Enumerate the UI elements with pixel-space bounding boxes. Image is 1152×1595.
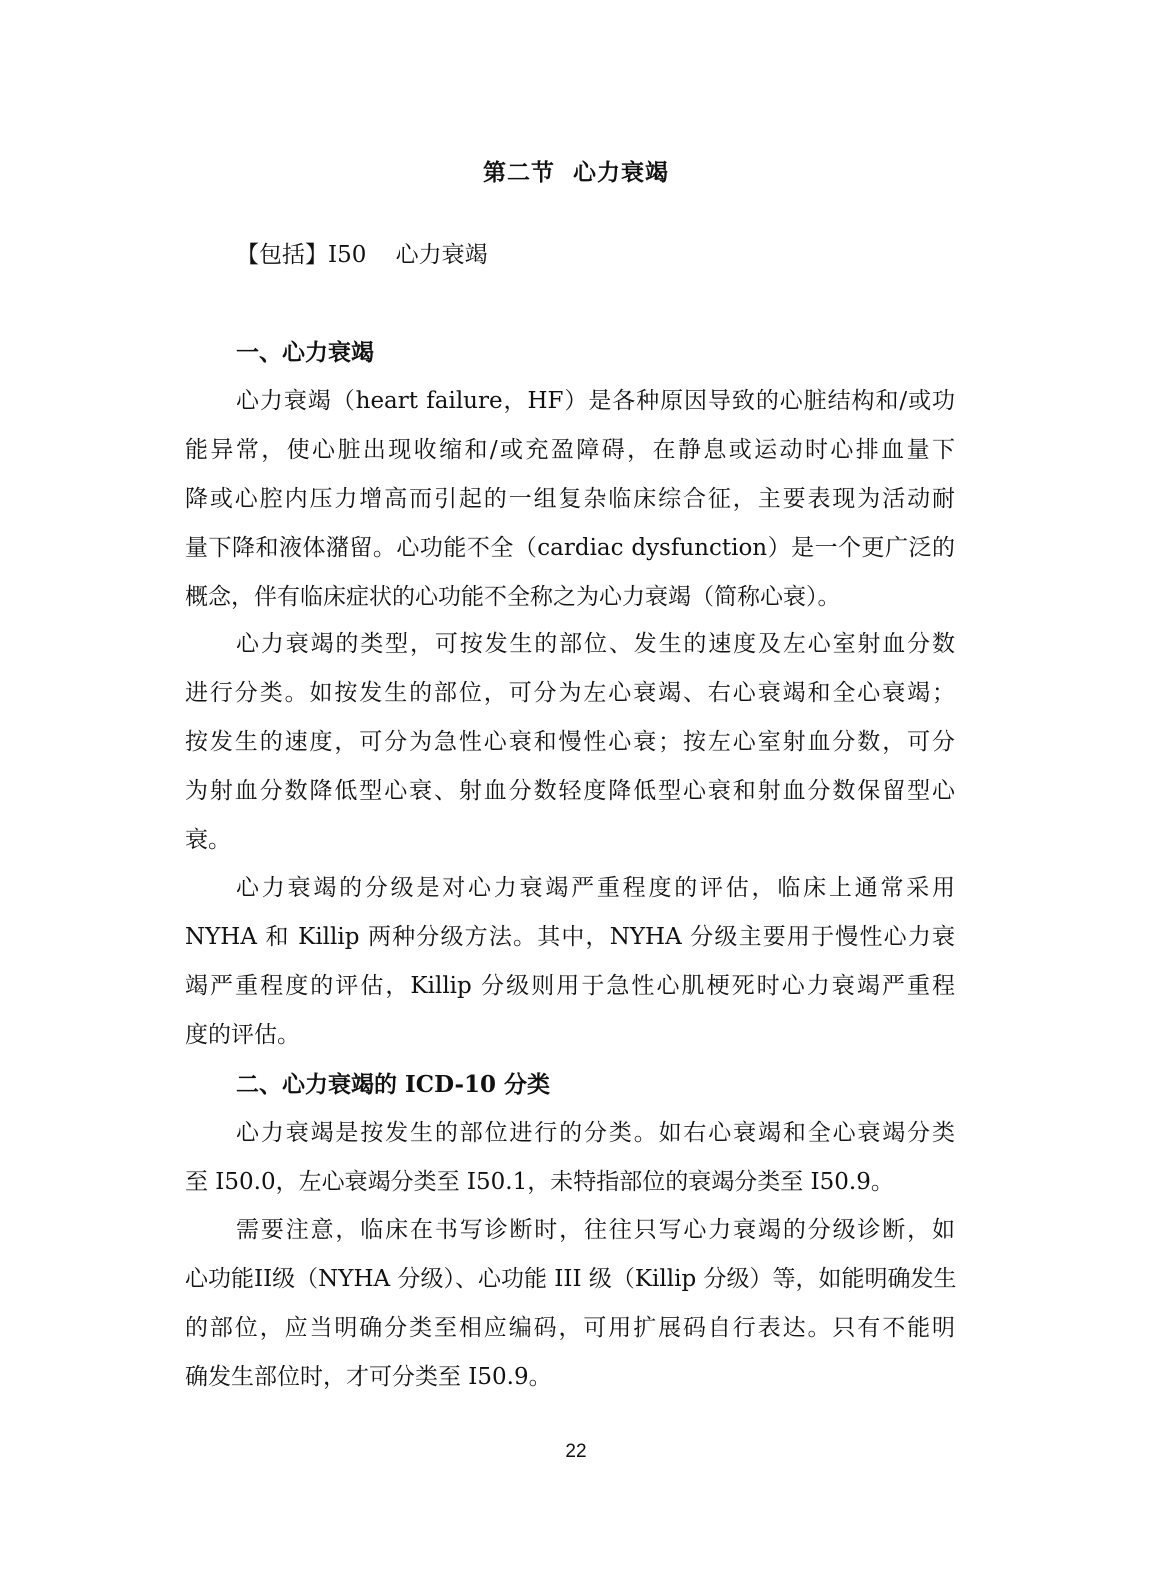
paragraph-line: 的部位，应当明确分类至相应编码，可用扩展码自行表达。只有不能明 xyxy=(185,1315,955,1341)
paragraph-types xyxy=(185,620,955,865)
section-title: 第二节 心力衰竭 xyxy=(482,159,669,186)
page-number: 22 xyxy=(565,1441,587,1462)
paragraph-line: 降或心腔内压力增高而引起的一组复杂临床综合征，主要表现为活动耐 xyxy=(185,486,955,512)
paragraph-classification xyxy=(185,1109,955,1207)
paragraph-line: 心功能II级（NYHA 分级）、心功能 III 级（Killip 分级）等，如能明确发生 xyxy=(185,1266,957,1292)
paragraph-line: 为射血分数降低型心衰、射血分数轻度降低型心衰和射血分数保留型心 xyxy=(185,778,955,804)
paragraph-line: 心力衰竭是按发生的部位进行的分类。如右心衰竭和全心衰竭分类 xyxy=(236,1120,955,1146)
paragraph-line: NYHA 和 Killip 两种分级方法。其中，NYHA 分级主要用于慢性心力衰 xyxy=(185,924,955,950)
heading-heart-failure: 一、心力衰竭 xyxy=(236,339,374,366)
paragraph-line: 心力衰竭的分级是对心力衰竭严重程度的评估，临床上通常采用 xyxy=(236,875,955,901)
paragraph-line: 确发生部位时，才可分类至 I50.9。 xyxy=(185,1364,552,1390)
paragraph-line: 进行分类。如按发生的部位，可分为左心衰竭、右心衰竭和全心衰竭； xyxy=(185,680,955,706)
paragraph-line: 能异常，使心脏出现收缩和/或充盈障碍，在静息或运动时心排血量下 xyxy=(185,437,955,463)
paragraph-line: 衰。 xyxy=(185,827,231,853)
paragraph-definition xyxy=(185,377,955,622)
paragraph-line: 需要注意，临床在书写诊断时，往往只写心力衰竭的分级诊断，如 xyxy=(236,1217,955,1243)
paragraph-line: 至 I50.0，左心衰竭分类至 I50.1，未特指部位的衰竭分类至 I50.9。 xyxy=(185,1169,894,1195)
paragraph-line: 度的评估。 xyxy=(185,1022,300,1048)
includes-line: 【包括】I50 心力衰竭 xyxy=(236,242,488,268)
paragraph-grading xyxy=(185,864,955,1060)
paragraph-line: 心力衰竭的类型，可按发生的部位、发生的速度及左心室射血分数 xyxy=(236,631,955,657)
paragraph-line: 心力衰竭（heart failure，HF）是各种原因导致的心脏结构和/或功 xyxy=(236,388,955,414)
heading-icd10-classification: 二、心力衰竭的 ICD-10 分类 xyxy=(236,1071,551,1098)
paragraph-line: 按发生的速度，可分为急性心衰和慢性心衰；按左心室射血分数，可分 xyxy=(185,729,955,755)
paragraph-line: 量下降和液体潴留。心功能不全（cardiac dysfunction）是一个更广泛的 xyxy=(185,535,955,561)
paragraph-note xyxy=(185,1206,955,1402)
paragraph-line: 竭严重程度的评估，Killip 分级则用于急性心肌梗死时心力衰竭严重程 xyxy=(185,973,955,999)
paragraph-line: 概念，伴有临床症状的心功能不全称之为心力衰竭（简称心衰）。 xyxy=(185,584,841,610)
